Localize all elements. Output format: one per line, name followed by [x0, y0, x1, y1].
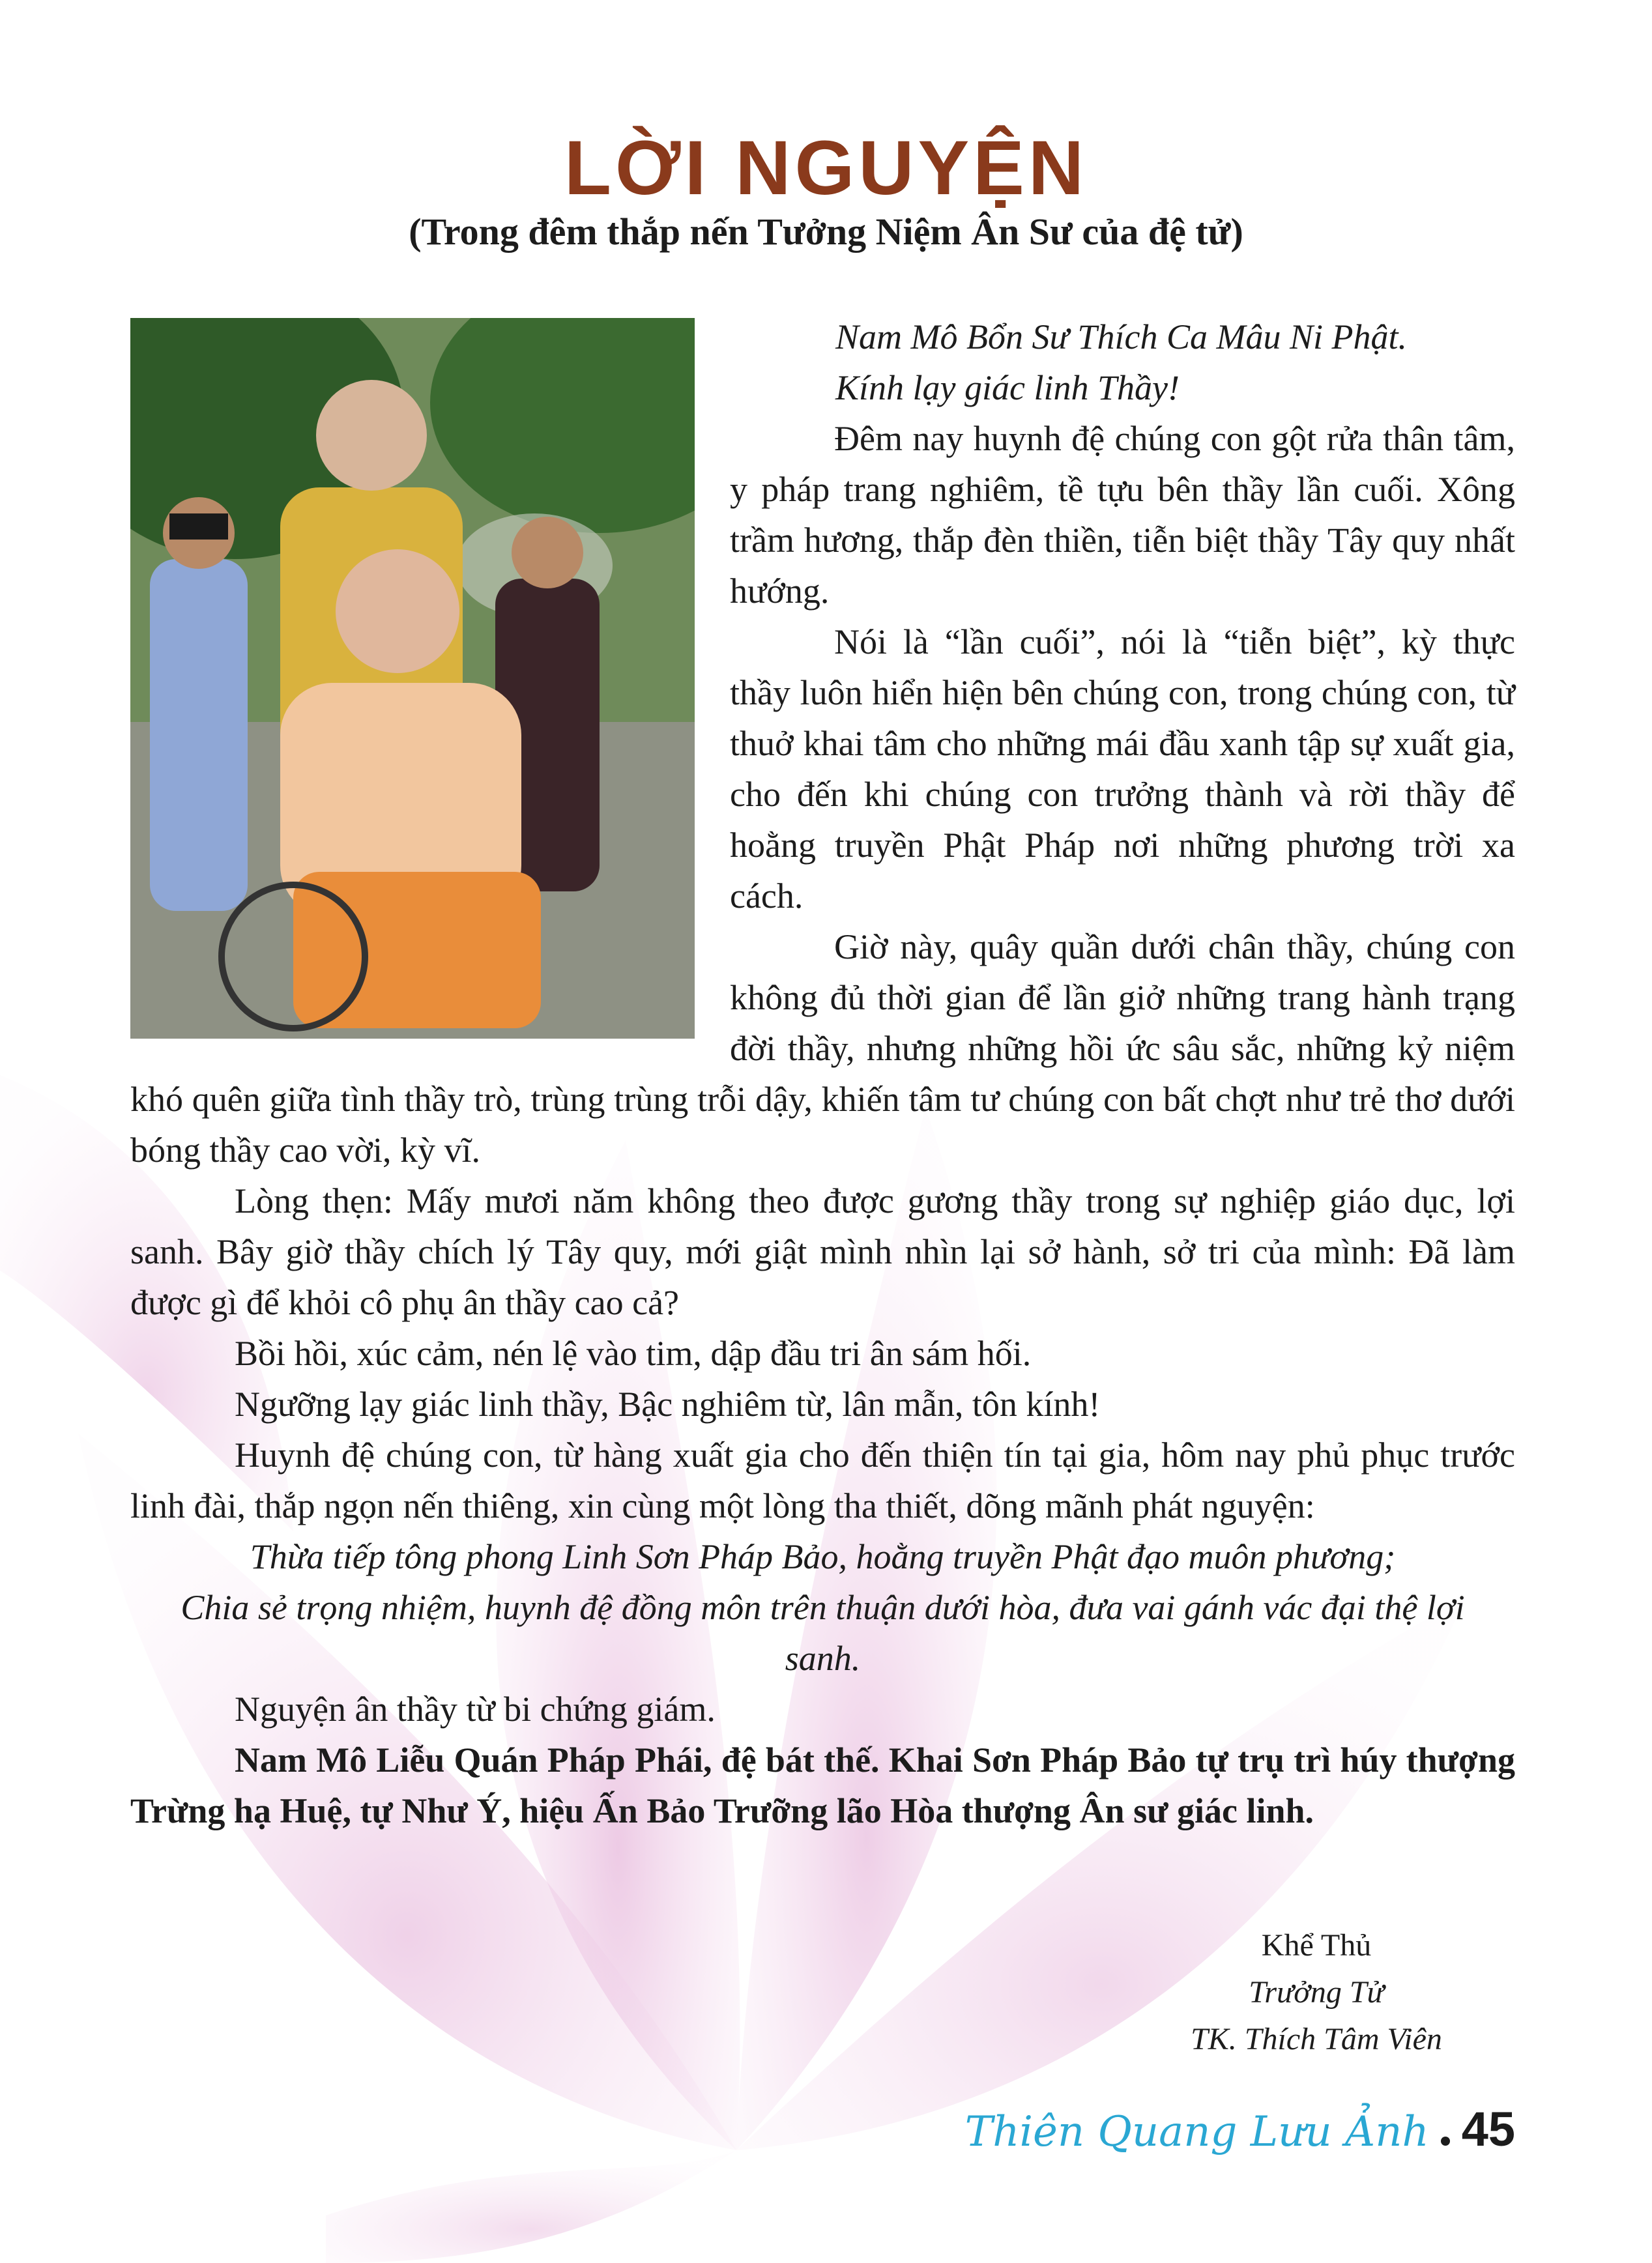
page-title: LỜI NGUYỆN [564, 125, 1088, 211]
signature-title: Trưởng Tử [1249, 1975, 1384, 2010]
paragraph: Nguyện ân thầy từ bi chứng giám. [235, 1690, 716, 1729]
lotus-petal [326, 2150, 736, 2263]
article-body [130, 311, 1515, 1836]
signature-block [1108, 1922, 1525, 2063]
paragraph: Ngưỡng lạy giác linh thầy, Bậc nghiêm từ, lân mẫn, tôn kính! [235, 1385, 1101, 1424]
opening-salutation: Kính lạy giác linh Thầy! [835, 368, 1180, 407]
page-number: 45 [1461, 2102, 1515, 2156]
paragraph: Nói là “lần cuối”, nói là “tiễn biệt”, kỳ thực thầy luôn hiển hiện bên chúng con, trong chúng con, từ thuở khai tâm cho những mái đầu xanh tập sự xuất gia, cho đến khi chúng con trưởng thành và rời thầy để hoằng truyền Phật Pháp nơi những phương trời xa cách. [730, 622, 1515, 915]
paragraph: Huynh đệ chúng con, từ hàng xuất gia cho đến thiện tín tại gia, hôm nay phủ phục trước linh đài, thắp ngọn nến thiêng, xin cùng một lòng tha thiết, dõng mãnh phát nguyện: [130, 1435, 1515, 1525]
paragraph: Bồi hồi, xúc cảm, nén lệ vào tim, dập đầu tri ân sám hối. [235, 1334, 1032, 1373]
separator-dot-icon [1441, 2137, 1450, 2146]
closing-invocation: Nam Mô Liễu Quán Pháp Phái, đệ bát thế. Khai Sơn Pháp Bảo tự trụ trì húy thượng Trừng hạ Huệ, tự Như Ý, hiệu Ấn Bảo Trưỡng lão Hòa thượng Ân sư giác linh. [130, 1740, 1515, 1830]
opening-invocation: Nam Mô Bổn Sư Thích Ca Mâu Ni Phật. [835, 317, 1407, 356]
vow-verse: Thừa tiếp tông phong Linh Sơn Pháp Bảo, hoằng truyền Phật đạo muôn phương; [250, 1537, 1396, 1576]
page-subtitle: (Trong đêm thắp nến Tưởng Niệm Ân Sư của đệ tử) [409, 210, 1243, 253]
signature-line: Khể Thủ [1261, 1928, 1372, 1963]
vow-verse: Chia sẻ trọng nhiệm, huynh đệ đồng môn trên thuận dưới hòa, đưa vai gánh vác đại thệ lợi sanh. [181, 1588, 1465, 1678]
signature-name: TK. Thích Tâm Viên [1191, 2022, 1442, 2056]
paragraph: Giờ này, quây quần dưới chân thầy, chúng con không đủ thời gian để lần giở những trang hành trạng đời thầy, nhưng những hồi ức sâu sắc, những kỷ niệm khó quên giữa tình thầy trò, trùng trùng trỗi dậy, khiến tâm tư chúng con bất chợt như trẻ thơ dưới bóng thầy cao vời, kỳ vĩ. [130, 927, 1515, 1170]
page-footer [965, 2101, 1515, 2157]
magazine-name: Thiên Quang Lưu Ảnh [964, 2108, 1429, 2156]
paragraph: Đêm nay huynh đệ chúng con gột rửa thân tâm, y pháp trang nghiêm, tề tựu bên thầy lần cuối. Xông trầm hương, thắp đèn thiền, tiễn biệt thầy Tây quy nhất hướng. [730, 419, 1515, 611]
paragraph: Lòng thẹn: Mấy mươi năm không theo được gương thầy trong sự nghiệp giáo dục, lợi sanh. Bây giờ thầy chích lý Tây quy, mới giật mình nhìn lại sở hành, sở tri của mình: Đã làm được gì để khỏi cô phụ ân thầy cao cả? [130, 1181, 1515, 1322]
